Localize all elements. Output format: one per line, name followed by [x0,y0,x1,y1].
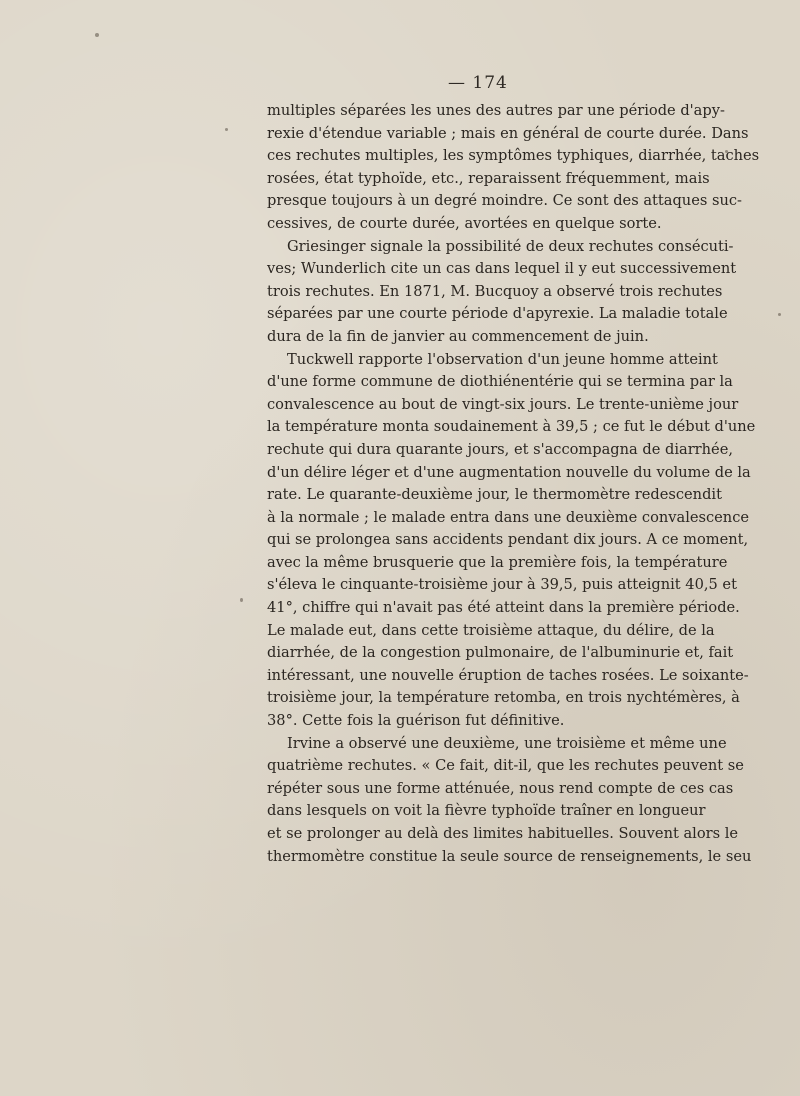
text-line: dura de la fin de janvier au commencement de juin. [267,327,649,345]
text-line: d'une forme commune de diothiénentérie qui se termina par la [267,373,733,391]
text-line: 41°, chiffre qui n'avait pas été atteint dans la première période. [267,599,740,617]
text-line: Tuckwell rapporte l'observation d'un jeune homme atteint [287,350,718,368]
text-line: rate. Le quarante-deuxième jour, le thermomètre redescendit [267,486,722,504]
text-line: la température monta soudainement à 39,5 ; ce fut le début d'une [267,418,756,436]
text-line: Le malade eut, dans cette troisième attaque, du délire, de la [267,621,715,639]
scan-speck [725,150,728,153]
text-line: rechute qui dura quarante jours, et s'accompagna de diarrhée, [267,440,733,458]
body-text [267,100,760,868]
text-line: Griesinger signale la possibilité de deux rechutes consécuti- [287,237,734,255]
text-line: quatrième rechutes. « Ce fait, dit-il, que les rechutes peuvent se [267,757,744,775]
scan-speck [778,313,781,316]
text-line: 38°. Cette fois la guérison fut définitive. [267,712,565,730]
text-line: Irvine a observé une deuxième, une troisième et même une [287,734,727,752]
text-line: séparées par une courte période d'apyrexie. La maladie totale [267,305,728,323]
text-line: multiples séparées les unes des autres par une période d'apy- [267,102,725,119]
text-line: rosées, état typhoïde, etc., reparaissent fréquemment, mais [267,169,710,187]
text-line: s'éleva le cinquante-troisième jour à 39,5, puis atteignit 40,5 et [267,576,737,594]
text-line: diarrhée, de la congestion pulmonaire, de l'albuminurie et, fait [267,644,734,662]
text-line: répéter sous une forme atténuée, nous rend compte de ces cas [267,779,734,797]
text-line: et se prolonger au delà des limites habituelles. Souvent alors le [267,825,739,842]
text-line: presque toujours à un degré moindre. Ce sont des attaques suc- [267,192,742,210]
text-line: à la normale ; le malade entra dans une deuxième convalescence [267,508,750,526]
scan-speck [225,128,228,131]
scan-speck [240,598,243,602]
text-line: d'un délire léger et d'une augmentation nouvelle du volume de la [267,463,751,481]
text-line: intéressant, une nouvelle éruption de taches rosées. Le soixante- [267,666,749,684]
text-line: dans lesquels on voit la fièvre typhoïde traîner en longueur [267,802,706,820]
text-line: rexie d'étendue variable ; mais en général de courte durée. Dans [267,124,749,142]
page-number: — 174 [448,73,508,93]
scan-speck [95,33,99,37]
text-line: avec la même brusquerie que la première fois, la température [267,553,728,571]
text-line: qui se prolongea sans accidents pendant dix jours. A ce moment, [267,531,749,549]
text-line: convalescence au bout de vingt-six jours. Le trente-unième jour [267,395,739,413]
text-line: ves; Wunderlich cite un cas dans lequel il y eut successivement [267,260,737,278]
text-line: thermomètre constitue la seule source de renseignements, le seu [267,847,752,865]
text-line: cessives, de courte durée, avortées en quelque sorte. [267,214,662,232]
text-line: trois rechutes. En 1871, M. Bucquoy a observé trois rechutes [267,282,723,300]
text-line: ces rechutes multiples, les symptômes typhiques, diarrhée, taches [267,147,760,165]
text-line: troisième jour, la température retomba, en trois nychtémères, à [267,689,740,707]
